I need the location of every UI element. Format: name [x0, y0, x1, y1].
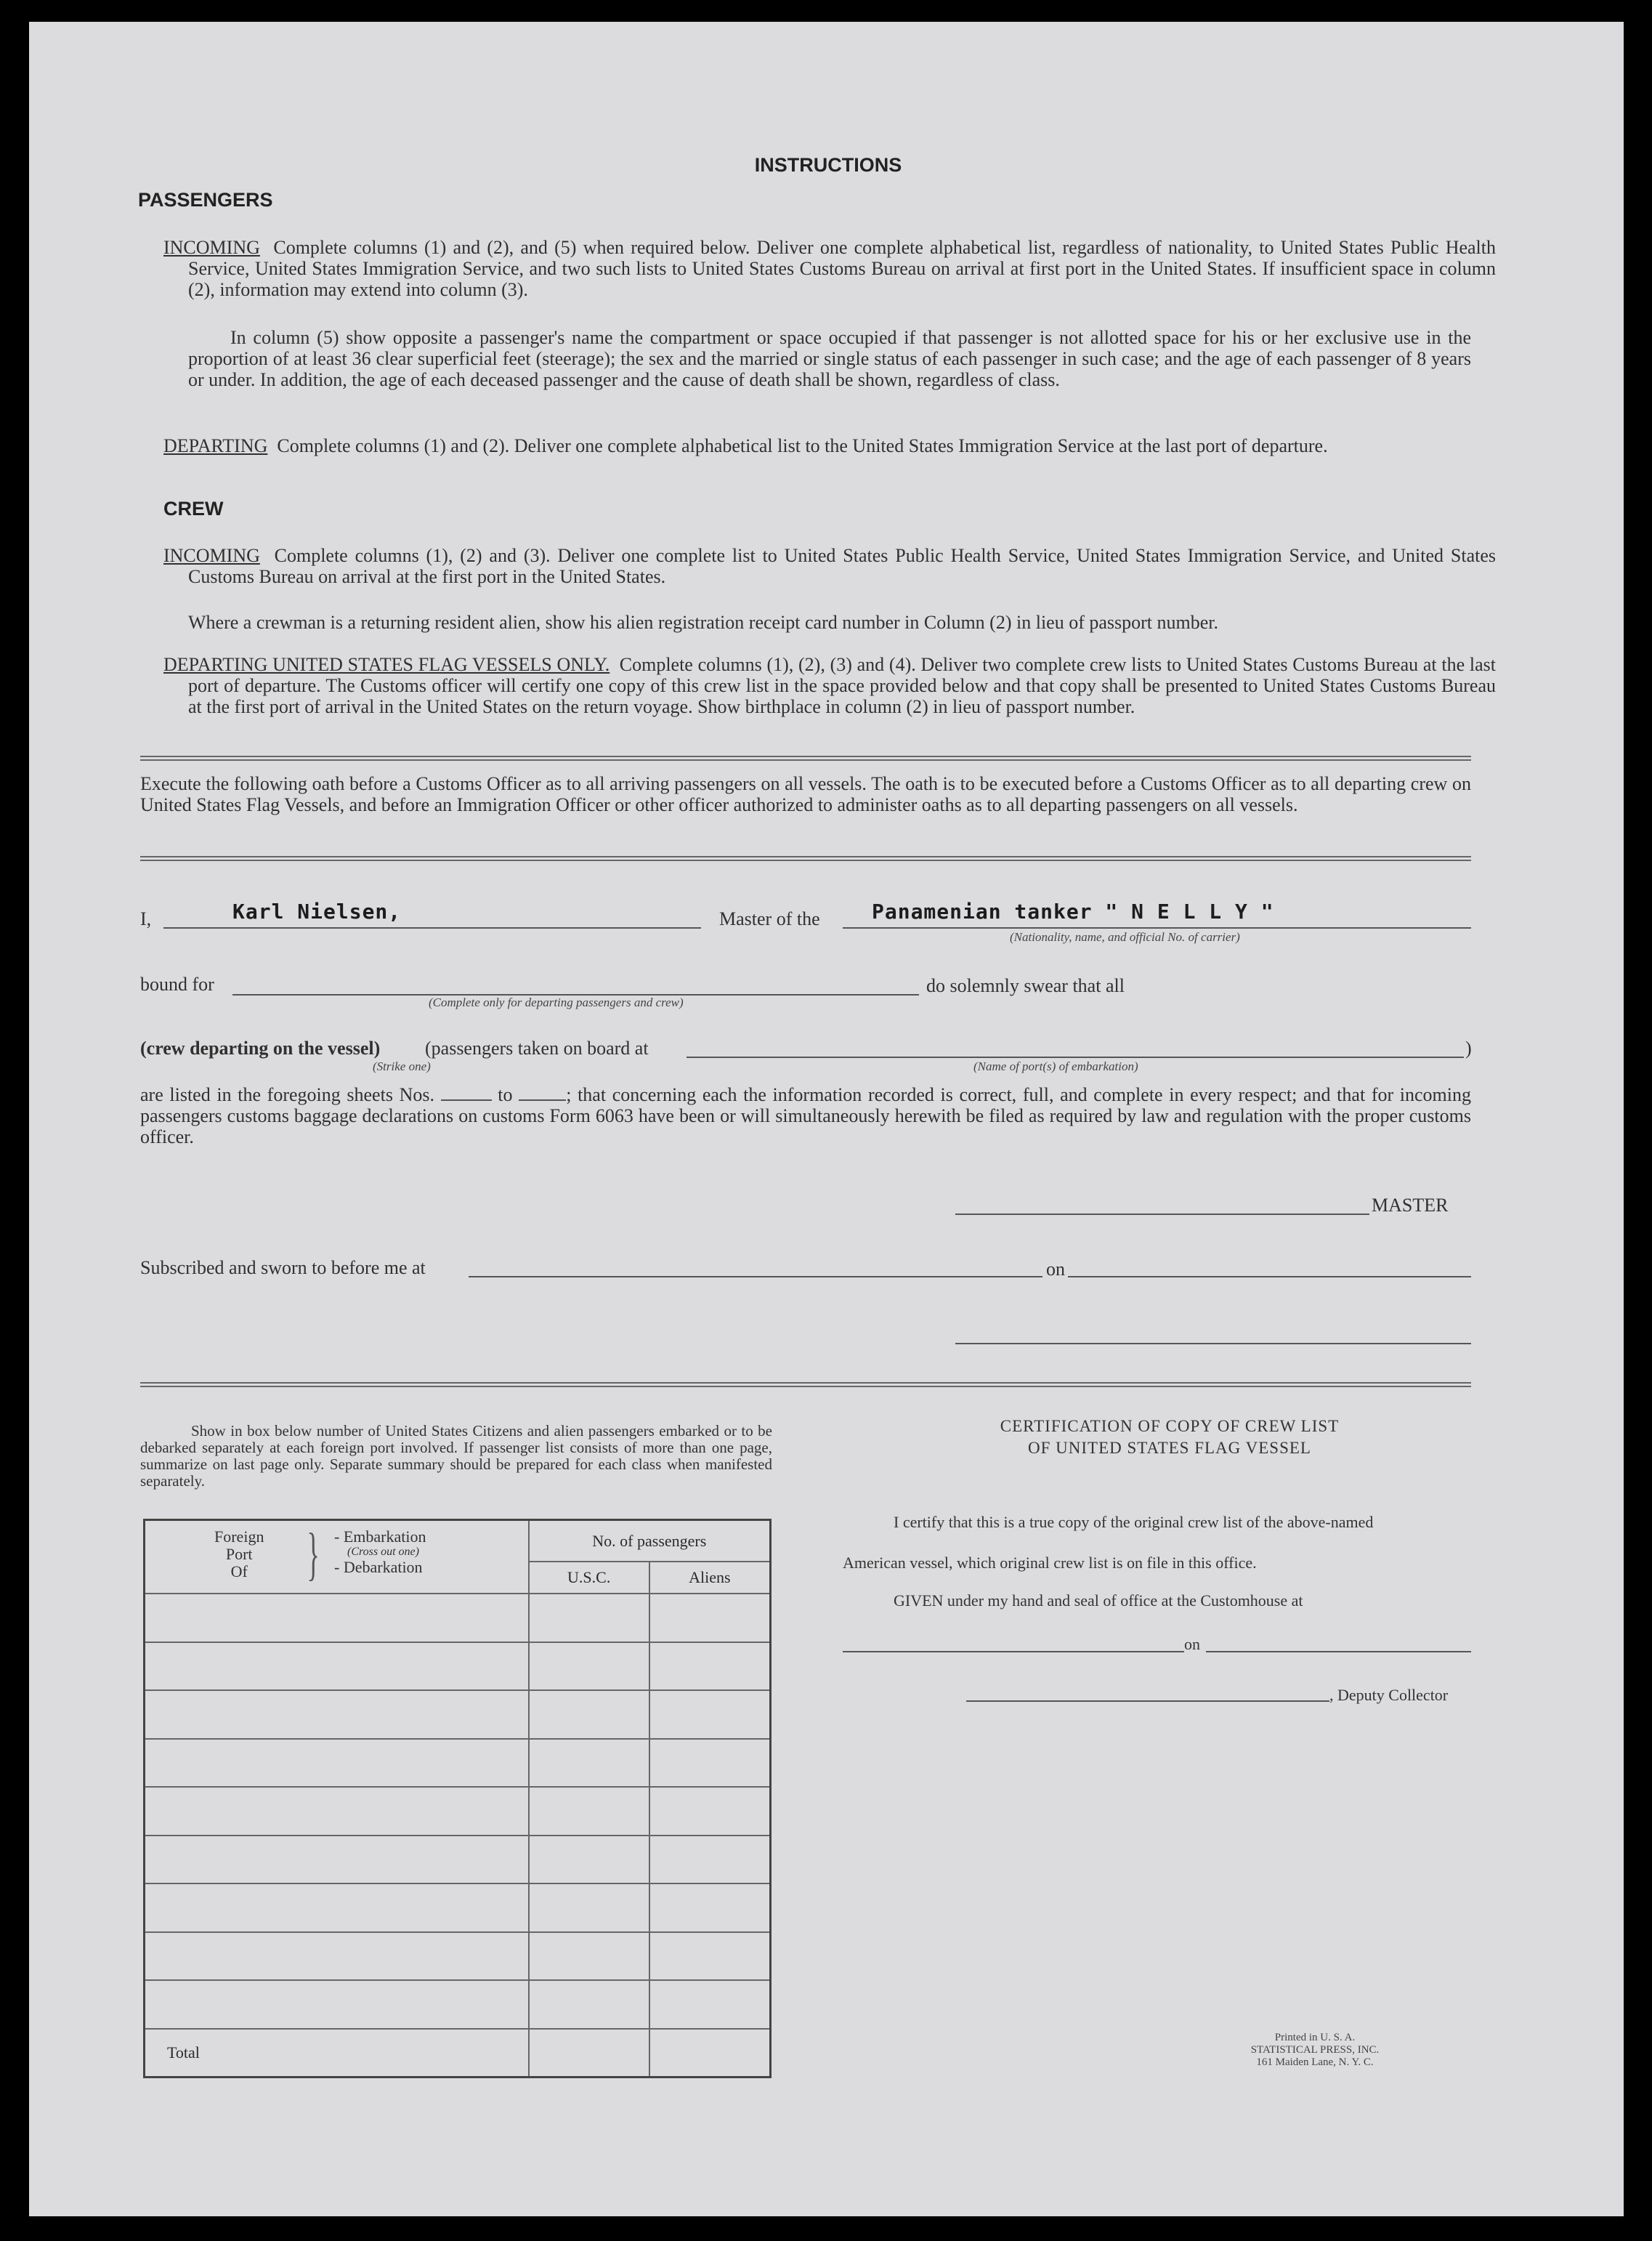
carrier-line — [843, 927, 1471, 929]
master-signature-line — [955, 1214, 1369, 1215]
subscribed-place-line — [469, 1276, 1042, 1277]
oath-i-label: I, — [140, 908, 152, 929]
aliens-cell[interactable] — [649, 1980, 771, 2029]
total-aliens-cell[interactable] — [649, 2029, 771, 2078]
port-header-cell — [145, 1520, 529, 1594]
crew-departing-text: Complete columns (1), (2), (3) and (4). Deliver two complete crew lists to United States Customs Bureau at the last port of departure. The Customs officer will certify one copy of this crew list in the space provided below and that copy shall be presented to United States Customs Bureau at the first port of arrival in the United States on the return voyage. Show birthplace in column (2) in lieu of passport number. — [188, 654, 1496, 717]
oath-sheets-paragraph — [140, 1084, 1471, 1147]
certify-line-1: I certify that this is a true copy of the original crew list of the above-named — [894, 1513, 1374, 1531]
usc-cell[interactable] — [529, 1690, 649, 1739]
close-paren: ) — [1465, 1038, 1472, 1059]
passengers-incoming-label: INCOMING — [163, 237, 260, 258]
aliens-cell[interactable] — [649, 1690, 771, 1739]
customhouse-line — [843, 1651, 1184, 1652]
crew-departing-label: DEPARTING UNITED STATES FLAG VESSELS ONLY. — [163, 654, 610, 675]
aliens-header: Aliens — [649, 1562, 771, 1594]
passengers-taken-option: (passengers taken on board at — [425, 1038, 649, 1059]
imprint-line-3: 161 Maiden Lane, N. Y. C. — [1256, 2056, 1374, 2068]
port-word: Port — [225, 1545, 253, 1563]
port-cell[interactable] — [145, 1739, 529, 1788]
certification-title-line-2: OF UNITED STATES FLAG VESSEL — [1028, 1439, 1311, 1457]
port-cell[interactable] — [145, 1932, 529, 1981]
aliens-cell[interactable] — [649, 1642, 771, 1691]
port-cell[interactable] — [145, 1883, 529, 1932]
subscribed-on-label: on — [1046, 1259, 1065, 1280]
usc-cell[interactable] — [529, 1594, 649, 1642]
double-rule — [140, 1382, 1471, 1387]
certification-title-line-1: CERTIFICATION OF COPY OF CREW LIST — [1000, 1417, 1340, 1435]
usc-header: U.S.C. — [529, 1562, 649, 1594]
master-of-label: Master of the — [719, 908, 820, 929]
usc-cell[interactable] — [529, 1980, 649, 2029]
carrier-caption: (Nationality, name, and official No. of carrier) — [1010, 930, 1240, 944]
usc-cell[interactable] — [529, 1739, 649, 1788]
sheets-text-2: ; that concerning each the information recorded is correct, full, and complete in every respect; and that for incoming passengers customs baggage declarations on customs Form 6063 have been or will simultaneously herewith be filed as required by law and regulation with the proper customs officer. — [140, 1084, 1471, 1147]
no-of-passengers-header: No. of passengers — [529, 1520, 771, 1562]
port-cell[interactable] — [145, 1690, 529, 1739]
passengers-incoming-text: Complete columns (1) and (2), and (5) when required below. Deliver one complete alphabetical list, regardless of nationality, to United States Public Health Service, United States Immigration Service, and two such lists to United States Customs Bureau on arrival at first port in the United States. If insufficient space in column (2), information may extend into column (3). — [188, 237, 1497, 300]
aliens-cell[interactable] — [649, 1836, 771, 1884]
certification-on-label: on — [1184, 1635, 1200, 1653]
usc-cell[interactable] — [529, 1883, 649, 1932]
officer-signature-line — [955, 1343, 1471, 1344]
imprint-line-2: STATISTICAL PRESS, INC. — [1250, 2044, 1380, 2056]
deputy-collector-label: , Deputy Collector — [1329, 1686, 1449, 1704]
master-label: MASTER — [1372, 1195, 1449, 1216]
sheets-text-1: are listed in the foregoing sheets Nos. — [140, 1084, 434, 1105]
total-label: Total — [145, 2029, 529, 2078]
instructions-title: INSTRUCTIONS — [754, 154, 902, 176]
debarkation-label: - Debarkation — [334, 1558, 423, 1576]
usc-cell[interactable] — [529, 1836, 649, 1884]
sheet-to-line — [519, 1099, 566, 1101]
form-page — [29, 22, 1624, 2216]
strike-one-caption: (Strike one) — [373, 1059, 431, 1073]
aliens-cell[interactable] — [649, 1787, 771, 1836]
passengers-column5-text: In column (5) show opposite a passenger's name the compartment or space occupied if that passenger is not allotted space for his or her exclusive use in the proportion of at least 36 clear superficial feet (steerage); the sex and the married or single status of each passenger in such case; and the age of each passenger of 8 years or under. In addition, the age of each deceased passenger and the cause of death shall be shown, regardless of class. — [188, 327, 1471, 390]
imprint-line-1: Printed in U. S. A. — [1274, 2032, 1356, 2043]
summary-note: Show in box below number of United States Citizens and alien passengers embarked or to be debarked separately at each foreign port involved. If passenger list consists of more than one page, summarize on last page only. Separate summary should be prepared for each class when manifested separately. — [140, 1422, 772, 1490]
aliens-cell[interactable] — [649, 1594, 771, 1642]
port-cell[interactable] — [145, 1787, 529, 1836]
crew-departing-paragraph — [163, 654, 1496, 717]
oath-intro: Execute the following oath before a Customs Officer as to all arriving passengers on all vessels. The oath is to be executed before a Customs Officer as to all departing crew on United States Flag Vessels, and before an Immigration Officer or other officer authorized to administer oaths as to all departing passengers on all vessels. — [140, 773, 1471, 815]
sheets-to: to — [498, 1084, 513, 1105]
passengers-departing-text: Complete columns (1) and (2). Deliver one complete alphabetical list to the United States Immigration Service at the last port of departure. — [277, 435, 1328, 456]
crew-departing-option: (crew departing on the vessel) — [140, 1038, 381, 1059]
master-name: Karl Nielsen, — [232, 900, 402, 924]
swear-label: do solemnly swear that all — [926, 975, 1125, 996]
total-usc-cell[interactable] — [529, 2029, 649, 2078]
cross-out-caption: (Cross out one) — [347, 1546, 419, 1558]
carrier-name: Panamenian tanker " N E L L Y " — [872, 900, 1274, 924]
master-name-line — [163, 927, 701, 929]
passenger-summary-table — [143, 1519, 772, 2078]
crew-heading: CREW — [163, 498, 224, 520]
usc-cell[interactable] — [529, 1787, 649, 1836]
crew-incoming-paragraph — [163, 545, 1496, 587]
crew-incoming-label: INCOMING — [163, 545, 260, 566]
bound-for-label: bound for — [140, 974, 214, 995]
subscribed-date-line — [1068, 1276, 1471, 1277]
given-line: GIVEN under my hand and seal of office at the Customhouse at — [894, 1591, 1303, 1610]
crew-incoming-text: Complete columns (1), (2) and (3). Deliver one complete list to United States Public Health Service, United States Immigration Service, and United States Customs Bureau on arrival at the first port in the United States. — [188, 545, 1496, 587]
certify-line-2: American vessel, which original crew list is on file in this office. — [843, 1554, 1257, 1572]
sheet-from-line — [441, 1099, 492, 1101]
port-cell[interactable] — [145, 1594, 529, 1642]
aliens-cell[interactable] — [649, 1739, 771, 1788]
double-rule — [140, 856, 1471, 861]
foreign-word: Foreign — [214, 1527, 264, 1546]
deputy-signature-line — [966, 1700, 1329, 1702]
embarkation-label: - Embarkation — [334, 1527, 426, 1546]
ports-caption: (Name of port(s) of embarkation) — [973, 1059, 1138, 1073]
foreign-port-of — [214, 1528, 264, 1580]
port-cell[interactable] — [145, 1642, 529, 1691]
subscribed-label: Subscribed and sworn to before me at — [140, 1257, 426, 1278]
usc-cell[interactable] — [529, 1932, 649, 1981]
double-rule — [140, 756, 1471, 761]
port-cell[interactable] — [145, 1980, 529, 2029]
port-cell[interactable] — [145, 1836, 529, 1884]
aliens-cell[interactable] — [649, 1883, 771, 1932]
embark-debark-options — [334, 1528, 426, 1576]
usc-cell[interactable] — [529, 1642, 649, 1691]
passengers-departing-paragraph — [163, 435, 1496, 456]
passengers-incoming-paragraph — [163, 237, 1496, 300]
printer-imprint — [1228, 2032, 1402, 2069]
certification-date-line — [1206, 1651, 1471, 1652]
passengers-heading: PASSENGERS — [138, 189, 273, 211]
of-word: Of — [230, 1562, 248, 1580]
certification-title — [865, 1416, 1475, 1459]
crew-resident-text: Where a crewman is a returning resident alien, show his alien registration receipt card number in Column (2) in lieu of passport number. — [188, 612, 1219, 633]
aliens-cell[interactable] — [649, 1932, 771, 1981]
ports-line — [687, 1057, 1464, 1058]
bound-for-caption: (Complete only for departing passengers and crew) — [429, 996, 684, 1009]
brace-icon: } — [307, 1522, 320, 1586]
passengers-departing-label: DEPARTING — [163, 435, 268, 456]
